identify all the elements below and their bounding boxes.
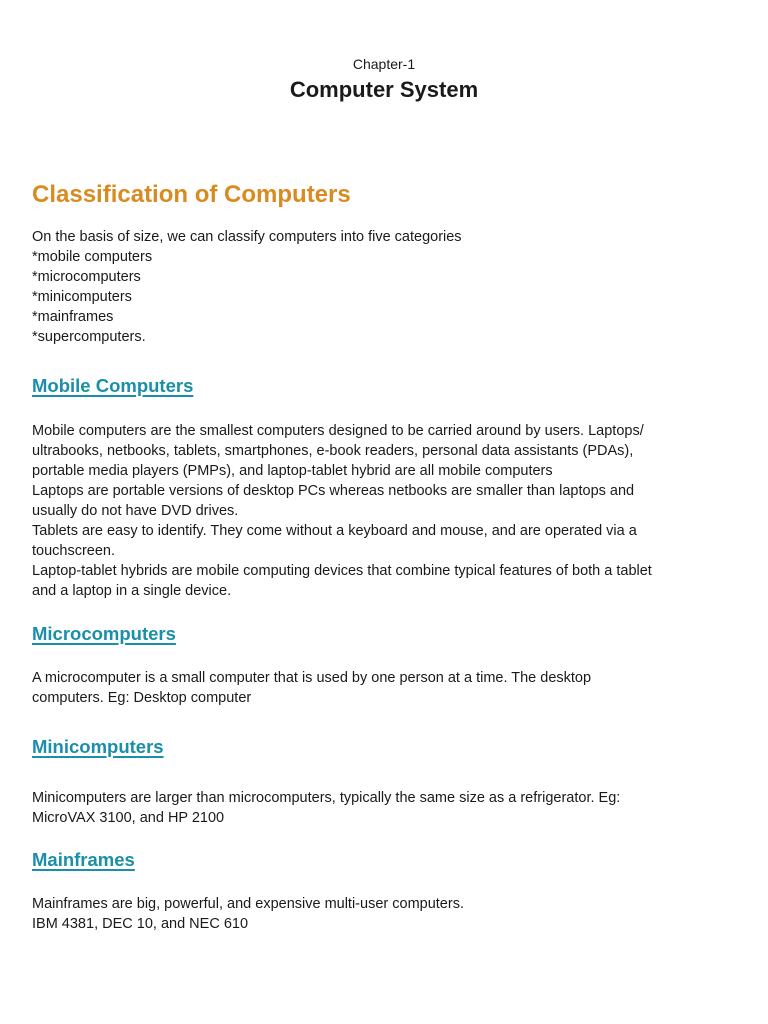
mobile-computers-text xyxy=(32,421,762,601)
mainframes-text xyxy=(32,894,762,934)
text-line: Tablets are easy to identify. They come without a keyboard and mouse, and are operated via a xyxy=(32,523,637,539)
list-item: *supercomputers. xyxy=(32,329,146,345)
text-line: usually do not have DVD drives. xyxy=(32,503,239,519)
text-line: Laptops are portable versions of desktop PCs whereas netbooks are smaller than laptops and xyxy=(32,483,635,499)
text-line: and a laptop in a single device. xyxy=(32,583,232,599)
list-item: *mainframes xyxy=(32,309,114,325)
text-line: computers. Eg: Desktop computer xyxy=(32,690,252,706)
text-line: portable media players (PMPs), and laptop-tablet hybrid are all mobile computers xyxy=(32,463,553,479)
page-title: Computer System xyxy=(289,77,479,102)
text-line: ultrabooks, netbooks, tablets, smartphones, e-book readers, personal data assistants (PDAs), xyxy=(32,443,634,459)
text-line: touchscreen. xyxy=(32,543,116,559)
text-line: Minicomputers are larger than microcomputers, typically the same size as a refrigerator. Eg: xyxy=(32,790,621,806)
text-line: MicroVAX 3100, and HP 2100 xyxy=(32,810,225,826)
microcomputers-text xyxy=(32,668,762,708)
heading-microcomputers[interactable]: Microcomputers xyxy=(32,623,176,644)
heading-mobile-computers[interactable]: Mobile Computers xyxy=(32,375,194,396)
section-title-classification: Classification of Computers xyxy=(32,181,351,208)
list-item: *microcomputers xyxy=(32,269,141,285)
chapter-label: Chapter-1 xyxy=(352,56,416,72)
minicomputers-text xyxy=(32,788,762,828)
list-item: *mobile computers xyxy=(32,249,153,265)
text-line: A microcomputer is a small computer that is used by one person at a time. The desktop xyxy=(32,670,592,686)
list-item: *minicomputers xyxy=(32,289,132,305)
heading-minicomputers[interactable]: Minicomputers xyxy=(32,736,164,757)
text-line: Laptop-tablet hybrids are mobile computing devices that combine typical features of both a tablet xyxy=(32,563,652,579)
text-line: Mainframes are big, powerful, and expensive multi-user computers. xyxy=(32,896,464,912)
text-line: IBM 4381, DEC 10, and NEC 610 xyxy=(32,916,249,932)
classification-text xyxy=(32,227,762,347)
heading-mainframes[interactable]: Mainframes xyxy=(32,849,135,870)
text-line: Mobile computers are the smallest computers designed to be carried around by users. Laptops/ xyxy=(32,423,644,439)
text-line: On the basis of size, we can classify computers into five categories xyxy=(32,229,462,245)
